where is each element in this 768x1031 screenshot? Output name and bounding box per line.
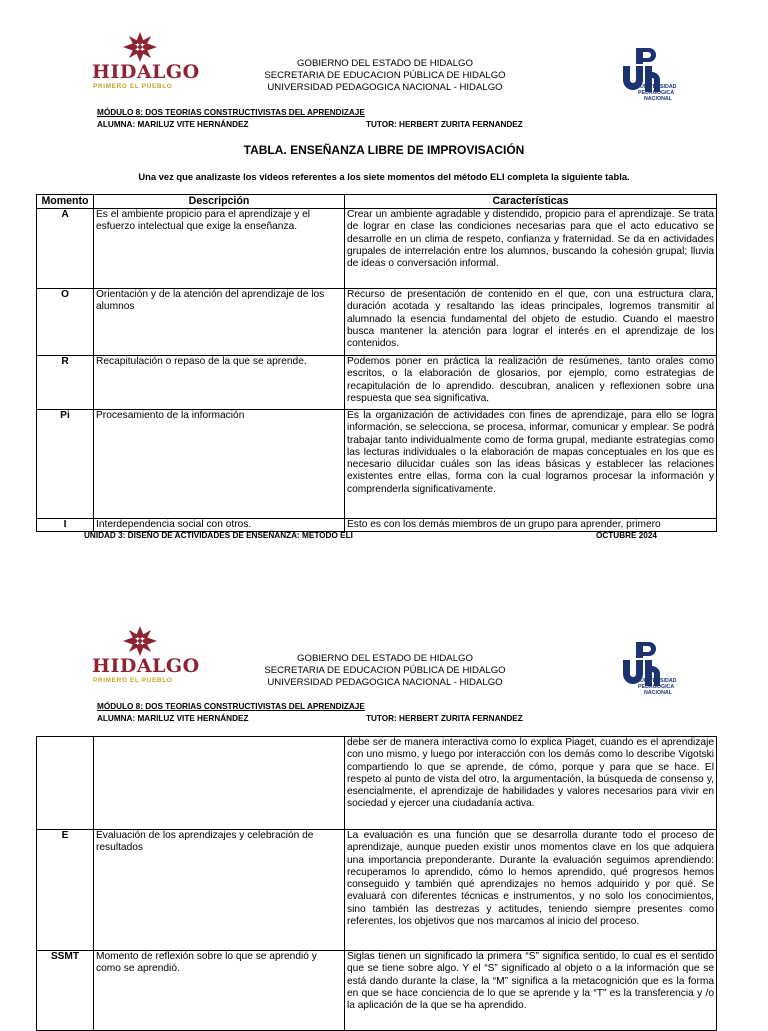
momento-cell: R <box>37 356 94 410</box>
descripcion-cell <box>94 737 345 830</box>
descripcion-cell: Orientación y de la atención del aprendizaje de los alumnos <box>94 289 345 356</box>
module-title: MÓDULO 8: DOS TEORIAS CONSTRUCTIVISTAS DEL APRENDIZAJE <box>97 108 365 117</box>
upn-logo <box>620 640 690 700</box>
tutor-name: TUTOR: HERBERT ZURITA FERNANDEZ <box>366 714 523 723</box>
upn-line-1: UNIVERSIDAD <box>640 84 677 90</box>
momento-cell: SSMT <box>37 951 94 1031</box>
momento-cell: E <box>37 830 94 951</box>
descripcion-cell: Evaluación de los aprendizajes y celebración de resultados <box>94 830 345 951</box>
momento-cell: A <box>37 209 94 289</box>
table-row <box>37 410 717 519</box>
eli-table-page-2 <box>36 736 717 1031</box>
table-header-row <box>37 195 717 209</box>
gov-line-2: SECRETARIA DE EDUCACION PÚBLICA DE HIDALGO <box>264 665 506 676</box>
hidalgo-logo <box>90 626 200 684</box>
gov-line-3: UNIVERSIDAD PEDAGOGICA NACIONAL - HIDALGO <box>267 677 503 688</box>
government-header <box>240 653 530 689</box>
descripcion-cell: Procesamiento de la información <box>94 410 345 519</box>
upn-text <box>640 678 677 696</box>
instruction-text: Una vez que analizaste los videos referentes a los siete momentos del método ELI completa la siguiente tabla. <box>138 171 630 182</box>
table-row <box>37 209 717 289</box>
footer-unit: UNIDAD 3: DISEÑO DE ACTIVIDADES DE ENSEÑANZA: METODO ELI <box>84 531 353 540</box>
hidalgo-wordmark: HIDALGO <box>92 655 200 677</box>
hidalgo-wordmark: HIDALGO <box>92 61 200 83</box>
table-row <box>37 356 717 410</box>
gov-line-3: UNIVERSIDAD PEDAGOGICA NACIONAL - HIDALGO <box>267 82 503 93</box>
table-row <box>37 830 717 951</box>
momento-cell <box>37 737 94 830</box>
header-caracteristicas: Características <box>345 195 717 209</box>
footer-date: OCTUBRE 2024 <box>596 531 657 540</box>
descripcion-cell: Momento de reflexión sobre lo que se aprendió y como se aprendió. <box>94 951 345 1031</box>
student-name: ALUMNA: MARILUZ VITE HERNÁNDEZ <box>97 120 249 129</box>
government-header <box>240 58 530 94</box>
descripcion-cell: Es el ambiente propicio para el aprendizaje y el esfuerzo intelectual que exige la enseñanza. <box>94 209 345 289</box>
tutor-name: TUTOR: HERBERT ZURITA FERNANDEZ <box>366 120 523 129</box>
upn-line-1: UNIVERSIDAD <box>640 678 677 684</box>
momento-cell: O <box>37 289 94 356</box>
upn-line-3: NACIONAL <box>644 690 672 696</box>
hidalgo-flower-icon <box>123 32 157 62</box>
table-row <box>37 951 717 1031</box>
caracteristicas-cell: debe ser de manera interactiva como lo explica Piaget, cuando es el aprendizaje con uno mismo, y luego por interacción con los demás como lo describe Vigotski compartiendo lo que se aprende, de cómo, porque y para que se hace. El respeto al punto de vista del otro, la argumentación, la búsqueda de consenso y, esencialmente, el aprendizaje de habilidades y valores necesarios para vivir en sociedad y ejercer una ciudadanía activa. <box>345 737 717 830</box>
momento-cell: I <box>37 519 94 532</box>
upn-logo <box>620 46 690 106</box>
gov-line-2: SECRETARIA DE EDUCACION PÚBLICA DE HIDALGO <box>264 70 506 81</box>
caracteristicas-cell: Podemos poner en práctica la realización de resúmenes, tanto orales como escritos, o la elaboración de glosarios, por ejemplo, como estrategias de recapitulación de lo aprendido. descubran, analicen y reflexionen sobre una respuesta que sea significativa. <box>345 356 717 410</box>
caracteristicas-cell: Esto es con los demás miembros de un grupo para aprender, primero <box>345 519 717 532</box>
hidalgo-logo <box>90 32 200 90</box>
descripcion-cell: Recapitulación o repaso de la que se aprende. <box>94 356 345 410</box>
eli-table-page-1 <box>36 194 717 532</box>
descripcion-cell: Interdependencia social con otros. <box>94 519 345 532</box>
upn-line-2: PEDAGÓGICA <box>638 684 675 690</box>
caracteristicas-cell: Es la organización de actividades con fines de aprendizaje, para ello se logra información, se selecciona, se procesa, informar, comunicar y emplear. Se podrá trabajar tanto individualmente como de forma grupal, mediante estrategias como las lecturas individuales o la elaboración de mapas conceptuales en los que es necesario dilucidar cuáles son las ideas básicas y establecer las relaciones existentes entre ellas, forma con la cual logramos procesar la información y comprenderla significativamente. <box>345 410 717 519</box>
gov-line-1: GOBIERNO DEL ESTADO DE HIDALGO <box>297 653 473 664</box>
caracteristicas-cell: Siglas tienen un significado la primera “S” significa sentido, lo cual es el sentido que se tiene sobre algo. Y el “S” significado al objeto o a la información que se está dando durante la clase, la “M” significa a la metacognición que es la forma en que se hace conciencia de lo que se aprende y la “T” es la transferencia y /o la aplicación de la que se ha aprendido. <box>345 951 717 1031</box>
gov-line-1: GOBIERNO DEL ESTADO DE HIDALGO <box>297 58 473 69</box>
module-title: MÓDULO 8: DOS TEORIAS CONSTRUCTIVISTAS DEL APRENDIZAJE <box>97 702 365 711</box>
table-row <box>37 737 717 830</box>
momento-cell: Pi <box>37 410 94 519</box>
table-row <box>37 289 717 356</box>
upn-line-2: PEDAGÓGICA <box>638 90 675 96</box>
hidalgo-flower-icon <box>123 626 157 656</box>
hidalgo-tagline: PRIMERO EL PUEBLO <box>93 83 173 90</box>
header-momento: Momento <box>37 195 94 209</box>
caracteristicas-cell: Crear un ambiente agradable y distendido, propicio para el aprendizaje. Se trata de lograr en clase las condiciones necesarias para que el acto educativo se desarrolle en un clima de respeto, confianza y fraternidad. Se da en actividades grupales de interrelación entre los alumnos, buscando la cohesión grupal; lluvia de ideas o conversación informal. <box>345 209 717 289</box>
document-page-2 <box>0 590 768 1024</box>
caracteristicas-cell: La evaluación es una función que se desarrolla durante todo el proceso de aprendizaje, aunque pueden existir unos momentos clave en los que adquiera una importancia preponderante. Durante la evaluación seguimos aprendiendo: recuperamos lo aprendido, cómo lo hemos aprendido, qué progresos hemos conseguido y también qué aprendizajes no hemos adquirido y por qué. Se evaluará con diferentes técnicas e instrumentos, y no solo los conocimientos, sino también las destrezas y actitudes, teniendo siempre presentes como referentes, los objetivos que nos marcamos al inicio del proceso. <box>345 830 717 951</box>
upn-text <box>640 84 677 102</box>
hidalgo-tagline: PRIMERO EL PUEBLO <box>93 677 173 684</box>
header-descripcion: Descripción <box>94 195 345 209</box>
student-name: ALUMNA: MARILUZ VITE HERNÁNDEZ <box>97 714 249 723</box>
document-title: TABLA. ENSEÑANZA LIBRE DE IMPROVISACIÓN <box>243 143 525 157</box>
table-row <box>37 519 717 532</box>
page-gap <box>0 560 768 590</box>
caracteristicas-cell: Recurso de presentación de contenido en el que, con una estructura clara, duración acotada y resaltando las ideas principales, logremos transmitir al alumnado la esencia fundamental del objeto de estudio. Cuando el maestro busca mantener la atención para lograr el interés en el aprendizaje de los contenidos. <box>345 289 717 356</box>
upn-line-3: NACIONAL <box>644 96 672 102</box>
